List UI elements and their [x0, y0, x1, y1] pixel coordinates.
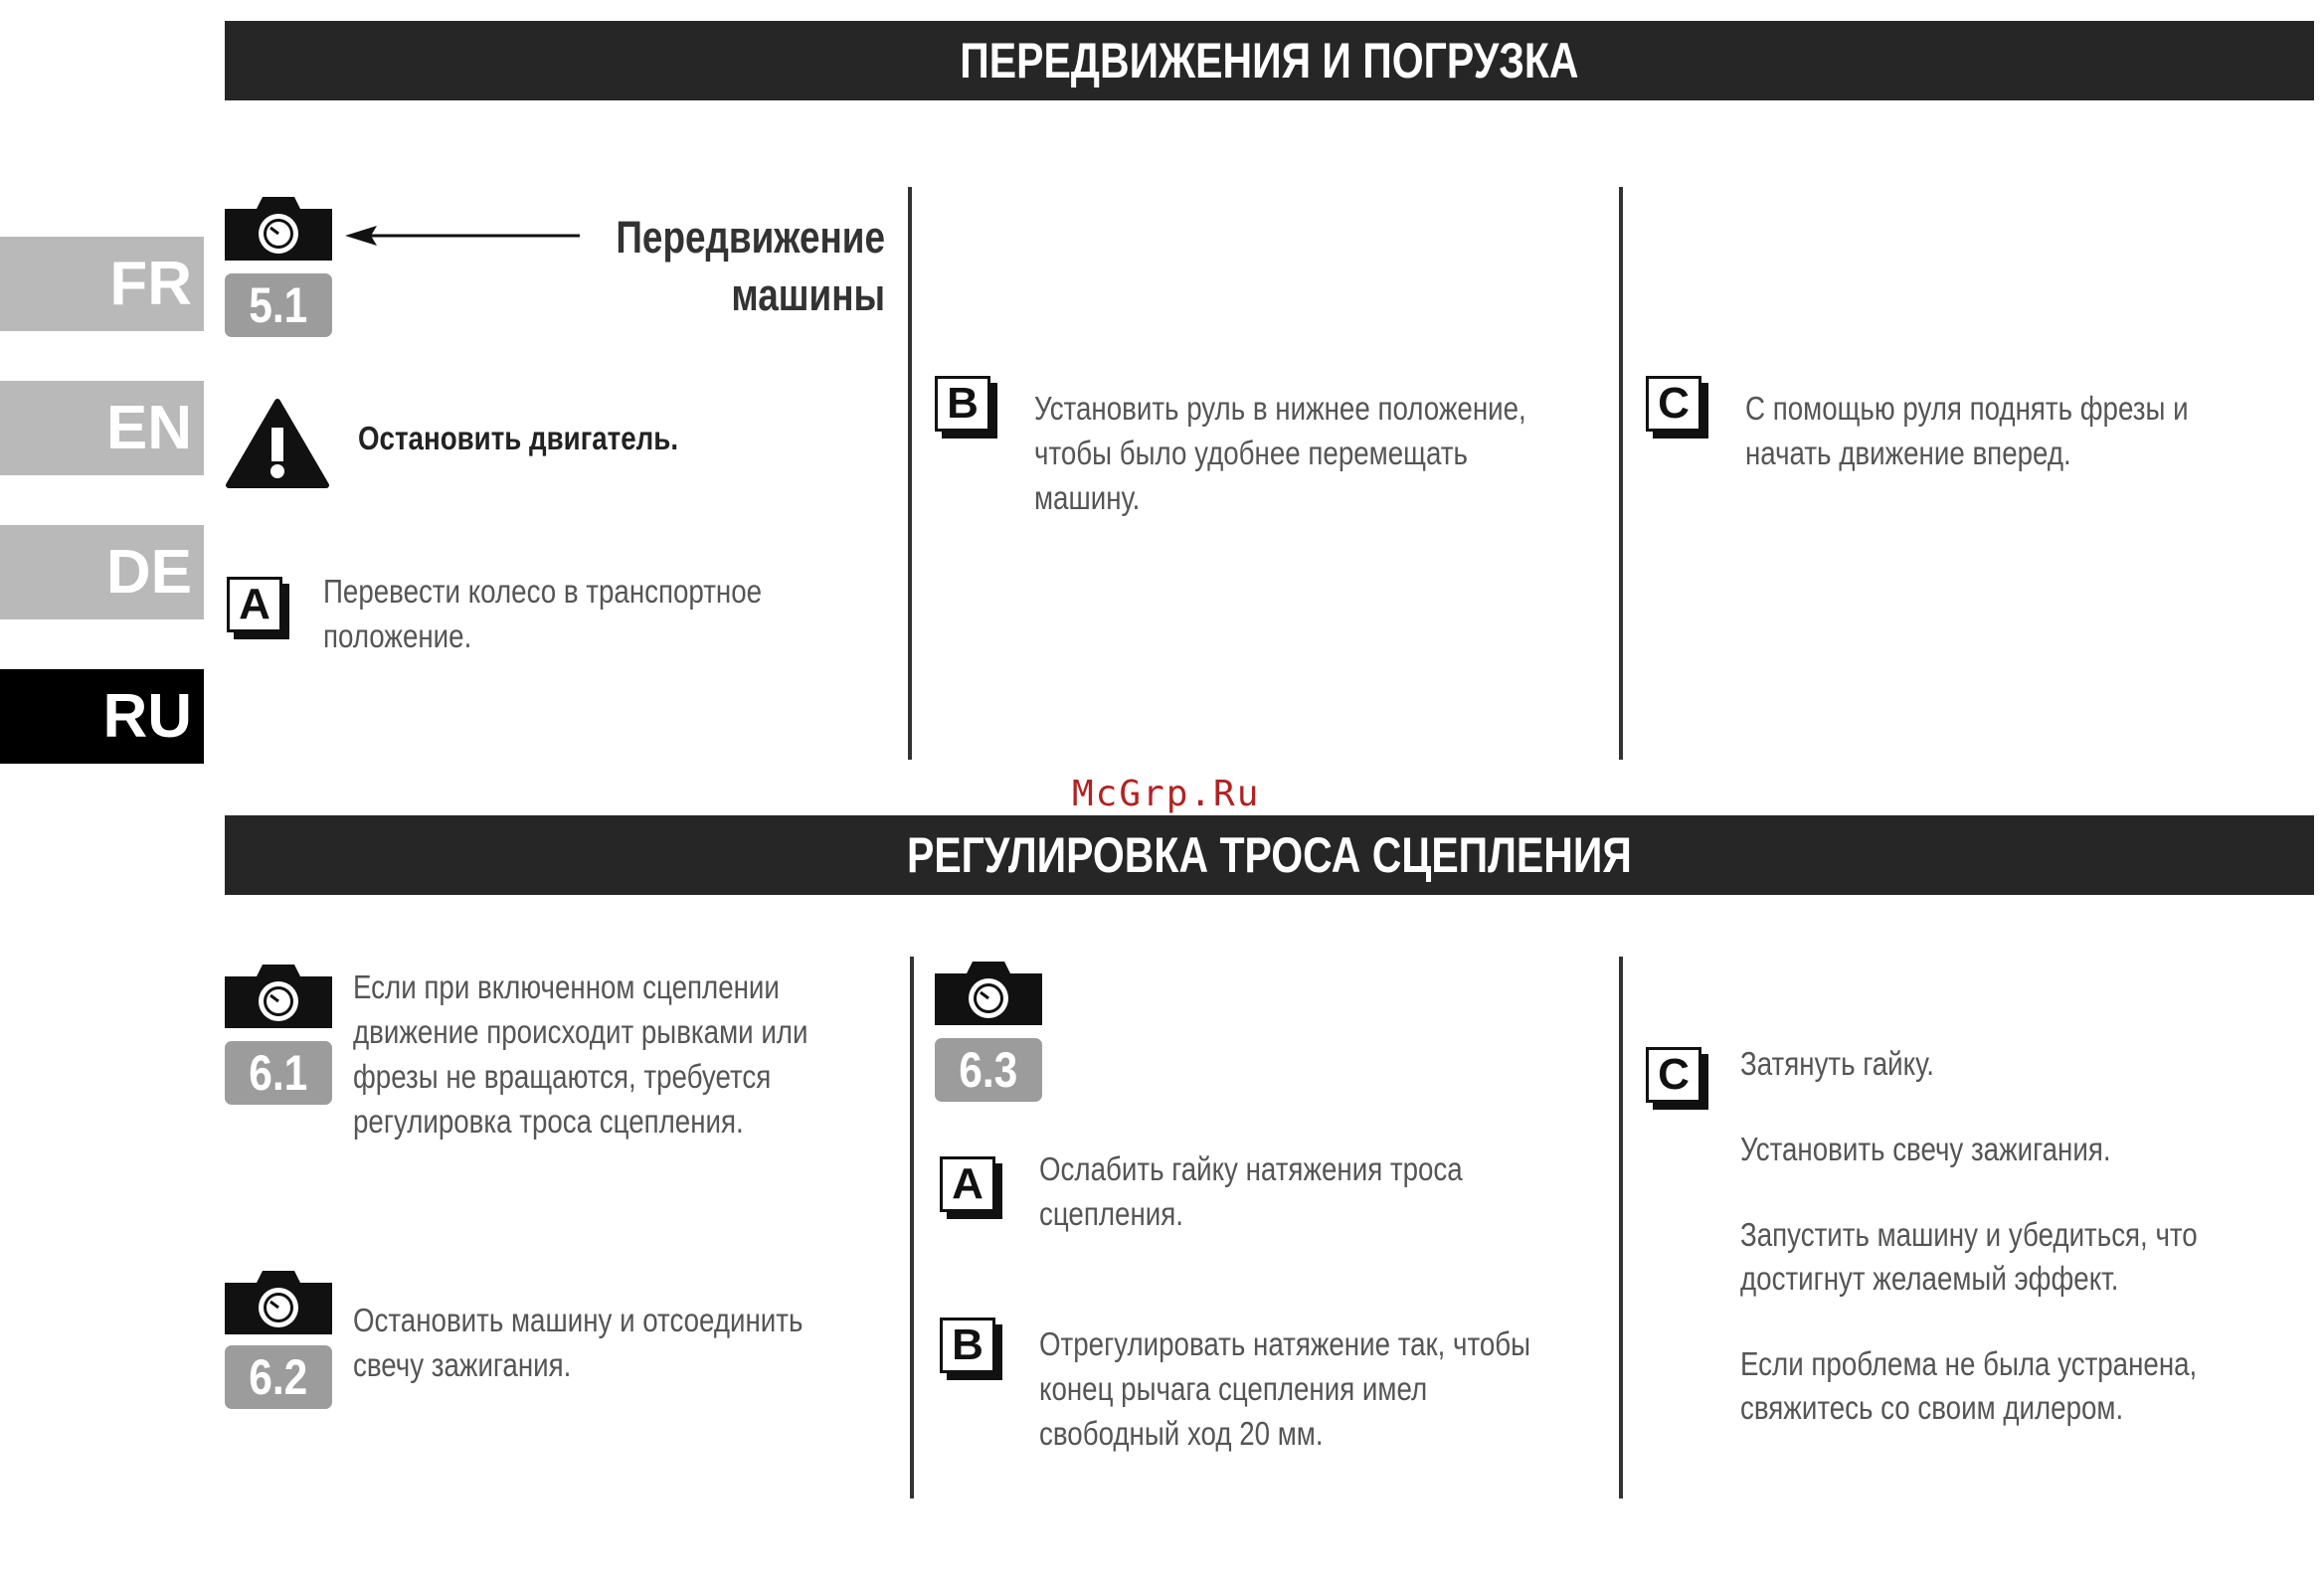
column-divider [908, 187, 912, 760]
column-divider [1619, 187, 1623, 760]
section1-header [225, 21, 2314, 100]
section1-title: ПЕРЕДВИЖЕНИЯ И ПОГРУЗКА [960, 33, 1579, 88]
figure-ref-badge: 5.1 [225, 273, 332, 337]
text-6-2: Остановить машину и отсоединить свечу зажигания. [353, 1302, 804, 1383]
text-6-1: Если при включенном сцеплении движение происходит рывками или фрезы не вращаются, требуется регулировка троса сцепления. [353, 968, 808, 1140]
step-c-text: С помощью руля поднять фрезы и начать движение вперед. [1745, 390, 2189, 471]
step-a-text: Ослабить гайку натяжения троса сцепления. [1039, 1150, 1463, 1232]
figure-ref-badge: 6.3 [935, 1038, 1042, 1102]
step-a-text: Перевести колесо в транспортное положение. [323, 573, 763, 654]
section1-subtitle: Передвижение машины [616, 212, 885, 320]
camera-icon [935, 960, 1042, 1025]
step-a-marker: A [940, 1156, 1005, 1222]
pointer-arrow-icon [343, 221, 582, 251]
warning-text: Остановить двигатель. [358, 420, 679, 456]
step-b-text: Установить руль в нижнее положение, чтобы было удобнее перемещать машину. [1034, 390, 1526, 516]
step-b-text: Отрегулировать натяжение так, чтобы конец рычага сцепления имел свободный ход 20 мм. [1039, 1325, 1531, 1452]
lang-tab-de[interactable]: DE [0, 525, 204, 619]
camera-icon [225, 1269, 332, 1334]
figure-ref-badge: 6.2 [225, 1345, 332, 1409]
step-c-text: Затянуть гайку. Установить свечу зажигания. Запустить машину и убедиться, что достигнут желаемый эффект. Если проблема не была устранена, свяжитесь со своим дилером. [1740, 1045, 2198, 1426]
watermark: McGrp.Ru [1072, 774, 1261, 814]
step-b-marker: B [940, 1318, 1005, 1383]
step-c-marker: C [1646, 1047, 1711, 1113]
lang-tab-fr[interactable]: FR [0, 237, 204, 331]
lang-tab-ru[interactable]: RU [0, 669, 204, 764]
figure-ref-badge: 6.1 [225, 1041, 332, 1105]
column-divider [910, 957, 914, 1498]
camera-icon [225, 195, 332, 261]
step-c-marker: C [1646, 376, 1711, 441]
section2-title: РЕГУЛИРОВКА ТРОСА СЦЕПЛЕНИЯ [907, 827, 1632, 883]
warning-icon [225, 398, 330, 489]
camera-icon [225, 963, 332, 1028]
column-divider [1619, 957, 1623, 1498]
lang-tab-en[interactable]: EN [0, 381, 204, 475]
step-a-marker: A [227, 577, 292, 642]
step-b-marker: B [935, 376, 1000, 441]
section2-header [225, 815, 2314, 895]
